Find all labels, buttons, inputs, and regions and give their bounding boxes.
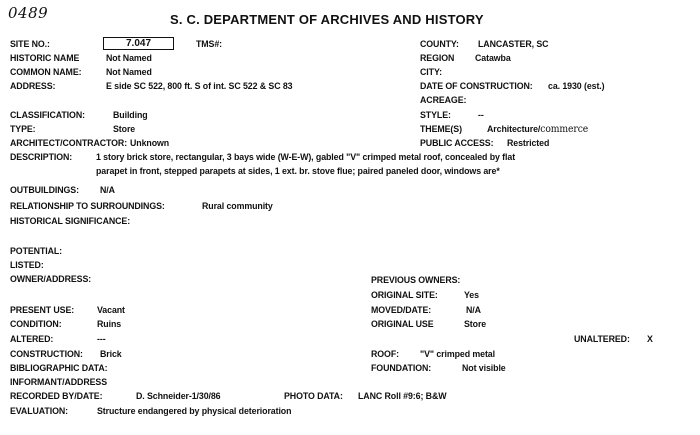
- site-no-value: 7.047: [103, 37, 174, 50]
- previous-owners-label: PREVIOUS OWNERS:: [371, 275, 461, 286]
- date-of-construction-value: ca. 1930 (est.): [548, 81, 605, 92]
- present-use-label: PRESENT USE:: [10, 305, 75, 316]
- unaltered-label: UNALTERED:: [574, 334, 630, 345]
- tms-label: TMS#:: [196, 39, 223, 50]
- relationship-value: Rural community: [202, 201, 273, 212]
- classification-value: Building: [113, 110, 148, 121]
- acreage-label: ACREAGE:: [420, 95, 467, 106]
- city-label: CITY:: [420, 67, 442, 78]
- county-value: LANCASTER, SC: [478, 39, 549, 50]
- foundation-label: FOUNDATION:: [371, 363, 432, 374]
- type-label: TYPE:: [10, 124, 36, 135]
- bibliographic-label: BIBLIOGRAPHIC DATA:: [10, 363, 108, 374]
- present-use-value: Vacant: [97, 305, 125, 316]
- original-site-value: Yes: [464, 290, 479, 301]
- public-access-label: PUBLIC ACCESS:: [420, 138, 494, 149]
- original-use-value: Store: [464, 319, 487, 330]
- condition-label: CONDITION:: [10, 319, 62, 330]
- potential-label: POTENTIAL:: [10, 246, 63, 257]
- altered-value: ---: [97, 334, 106, 345]
- informant-label: INFORMANT/ADDRESS: [10, 377, 108, 388]
- unaltered-value: X: [647, 334, 653, 345]
- site-no-label: SITE NO.:: [10, 39, 50, 50]
- address-label: ADDRESS:: [10, 81, 56, 92]
- public-access-value: Restricted: [507, 138, 550, 149]
- architect-label: ARCHITECT/CONTRACTOR:: [10, 138, 128, 149]
- evaluation-label: EVALUATION:: [10, 406, 68, 417]
- address-value: E side SC 522, 800 ft. S of int. SC 522 & SC 83: [106, 81, 293, 92]
- photo-data-label: PHOTO DATA:: [284, 391, 343, 402]
- type-value: Store: [113, 124, 136, 135]
- construction-label: CONSTRUCTION:: [10, 349, 83, 360]
- themes-value: Architecture/commerce: [487, 124, 589, 135]
- themes-label: THEME(S): [420, 124, 462, 135]
- outbuildings-label: OUTBUILDINGS:: [10, 185, 79, 196]
- description-label: DESCRIPTION:: [10, 152, 73, 163]
- historical-significance-label: HISTORICAL SIGNIFICANCE:: [10, 216, 131, 227]
- condition-value: Ruins: [97, 319, 122, 330]
- historic-name-value: Not Named: [106, 53, 152, 64]
- photo-data-value: LANC Roll #9:6; B&W: [358, 391, 447, 402]
- common-name-label: COMMON NAME:: [10, 67, 82, 78]
- moved-date-label: MOVED/DATE:: [371, 305, 432, 316]
- listed-label: LISTED:: [10, 260, 44, 271]
- region-label: REGION: [420, 53, 455, 64]
- card-title: S. C. DEPARTMENT OF ARCHIVES AND HISTORY: [170, 12, 484, 27]
- date-of-construction-label: DATE OF CONSTRUCTION:: [420, 81, 533, 92]
- roof-label: ROOF:: [371, 349, 399, 360]
- original-site-label: ORIGINAL SITE:: [371, 290, 438, 301]
- original-use-label: ORIGINAL USE: [371, 319, 434, 330]
- foundation-value: Not visible: [462, 363, 506, 374]
- region-value: Catawba: [475, 53, 511, 64]
- common-name-value: Not Named: [106, 67, 152, 78]
- owner-address-label: OWNER/ADDRESS:: [10, 274, 92, 285]
- moved-date-value: N/A: [466, 305, 481, 316]
- style-label: STYLE:: [420, 110, 451, 121]
- relationship-label: RELATIONSHIP TO SURROUNDINGS:: [10, 201, 165, 212]
- recorded-by-label: RECORDED BY/DATE:: [10, 391, 103, 402]
- roof-value: "V" crimped metal: [420, 349, 495, 360]
- evaluation-value: Structure endangered by physical deterioration: [97, 406, 292, 417]
- description-line-1: 1 story brick store, rectangular, 3 bays wide (W-E-W), gabled "V" crimped metal roof, concealed by flat: [96, 152, 516, 163]
- handwritten-number: 0489: [8, 4, 49, 22]
- county-label: COUNTY:: [420, 39, 459, 50]
- altered-label: ALTERED:: [10, 334, 54, 345]
- outbuildings-value: N/A: [100, 185, 115, 196]
- classification-label: CLASSIFICATION:: [10, 110, 85, 121]
- recorded-by-value: D. Schneider-1/30/86: [136, 391, 221, 402]
- description-line-2: parapet in front, stepped parapets at sides, 1 ext. br. stove flue; paired paneled door, windows are*: [96, 166, 500, 177]
- themes-handwritten-value: commerce: [540, 124, 589, 135]
- architect-value: Unknown: [130, 138, 170, 149]
- style-value: --: [478, 110, 484, 121]
- historic-name-label: HISTORIC NAME: [10, 53, 80, 64]
- construction-value: Brick: [100, 349, 122, 360]
